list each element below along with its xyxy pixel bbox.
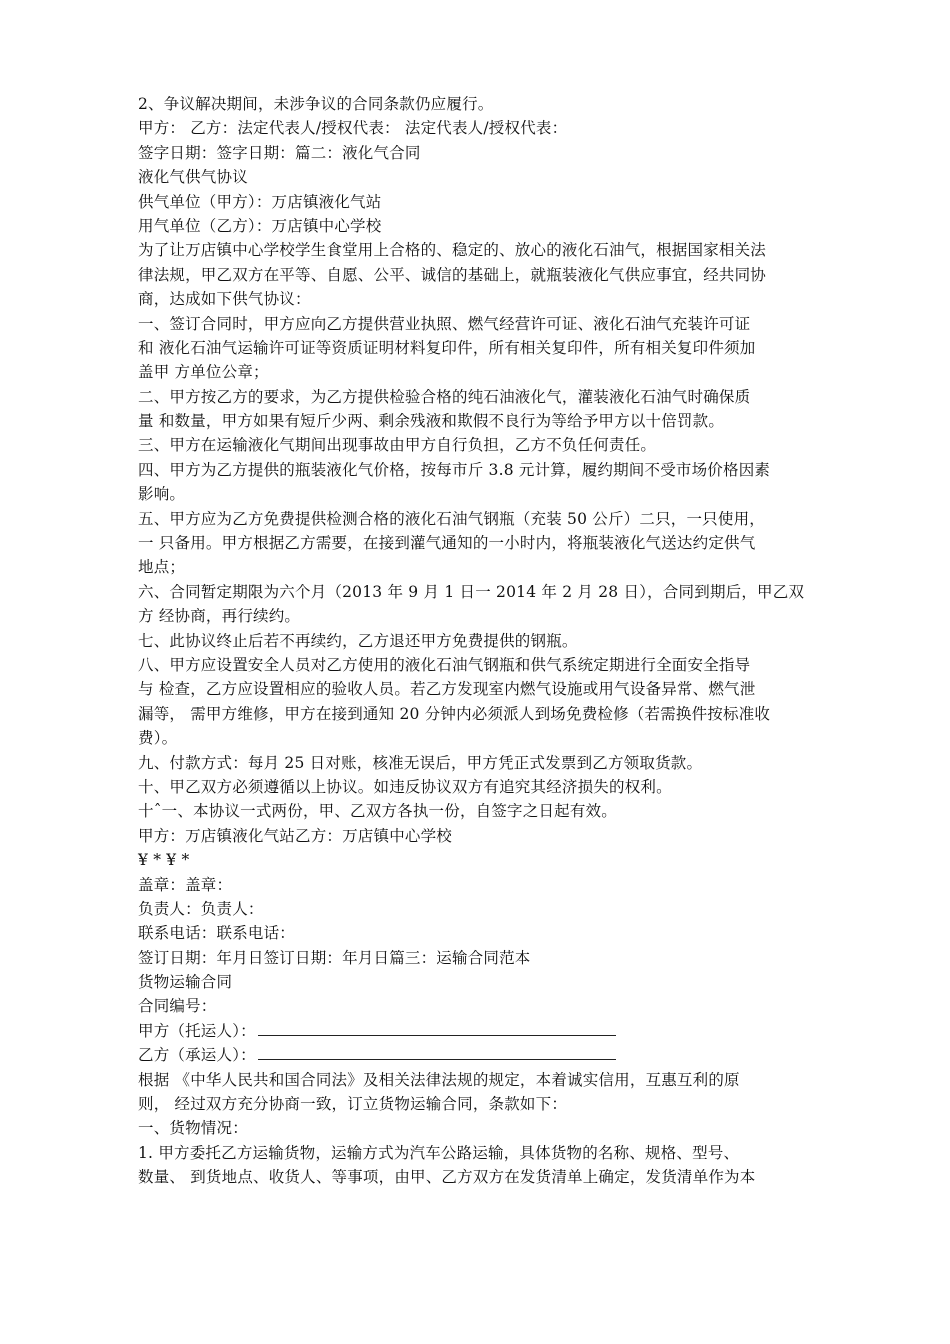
text-line: 盖甲 方单位公章；	[138, 363, 269, 382]
text-line: 与 检查，乙方应设置相应的验收人员。若乙方发现室内燃气设施或用气设备异常、燃气泄	[138, 680, 756, 699]
text-line: 签订日期：年月日签订日期：年月日篇三：运输合同范本	[138, 948, 531, 967]
party-a-label: 甲方（托运人）：	[138, 1021, 256, 1040]
text-line: 用气单位（乙方）：万店镇中心学校	[138, 216, 382, 235]
text-line: 量 和数量，甲方如果有短斤少两、剩余残液和欺假不良行为等给予甲方以十倍罚款。	[138, 412, 725, 431]
text-line: 供气单位（甲方）：万店镇液化气站	[138, 192, 382, 211]
text-line: 漏等， 需甲方维修，甲方在接到通知 20 分钟内必须派人到场免费检修（若需换件按标准收	[138, 704, 771, 723]
text-line: 十、甲乙双方必须遵循以上协议。如违反协议双方有追究其经济损失的权利。	[138, 777, 672, 796]
text-line: 根据 《中华人民共和国合同法》及相关法律法规的规定，本着诚实信用，互惠互利的原	[138, 1070, 740, 1089]
text-line: 方 经协商，再行续约。	[138, 607, 301, 626]
party-a-blank	[258, 1021, 616, 1036]
text-line: 二、甲方按乙方的要求，为乙方提供检验合格的纯石油液化气，灌装液化石油气时确保质	[138, 387, 751, 406]
text-line: 合同编号：	[138, 997, 217, 1016]
text-line: 律法规，甲乙双方在平等、自愿、公平、诚信的基础上，就瓶装液化气供应事宜，经共同协	[138, 265, 767, 284]
text-line: 费）。	[138, 729, 178, 748]
party-b-label: 乙方（承运人）：	[138, 1046, 256, 1065]
text-line: 货物运输合同	[138, 973, 233, 992]
party-a-line	[138, 1019, 818, 1043]
text-line: 五、甲方应为乙方免费提供检测合格的液化石油气钢瓶（充装 50 公斤）二只，一只使用，	[138, 509, 765, 528]
text-line: 影响。	[138, 485, 186, 504]
text-line: 2、争议解决期间，未涉争议的合同条款仍应履行。	[138, 95, 494, 113]
document-page	[138, 92, 818, 1190]
text-line: ¥ * ¥ *	[138, 851, 190, 870]
text-line: 三、甲方在运输液化气期间出现事故由甲方自行负担，乙方不负任何责任。	[138, 436, 657, 455]
text-line: 则， 经过双方充分协商一致，订立货物运输合同，条款如下：	[138, 1095, 568, 1114]
text-line: 数量、 到货地点、收货人、等事项，由甲、乙方双方在发货清单上确定，发货清单作为本	[138, 1168, 756, 1187]
text-line: 为了让万店镇中心学校学生食堂用上合格的、稳定的、放心的液化石油气，根据国家相关法	[138, 241, 767, 260]
text-line: 九、付款方式：每月 25 日对账，核准无误后，甲方凭正式发票到乙方领取货款。	[138, 753, 703, 772]
text-line: 液化气供气协议	[138, 168, 248, 187]
text-line: 和 液化石油气运输许可证等资质证明材料复印件，所有相关复印件，所有相关复印件须加	[138, 338, 756, 357]
text-line: 一、签订合同时，甲方应向乙方提供营业执照、燃气经营许可证、液化石油气充装许可证	[138, 314, 751, 333]
text-line: 四、甲方为乙方提供的瓶装液化气价格，按每市斤 3.8 元计算，履约期间不受市场价格因素	[138, 460, 771, 479]
text-line: 1. 甲方委托乙方运输货物，运输方式为汽车公路运输，具体货物的名称、规格、型号、	[138, 1143, 740, 1162]
document-body	[138, 92, 818, 1019]
document-body-continued	[138, 1068, 818, 1190]
text-line: 甲方： 乙方：法定代表人/授权代表： 法定代表人/授权代表：	[138, 119, 568, 138]
text-line: 负责人：负责人：	[138, 899, 264, 918]
party-b-line	[138, 1043, 818, 1067]
text-line: 地点；	[138, 558, 186, 577]
party-b-blank	[258, 1045, 616, 1060]
text-line: 联系电话：联系电话：	[138, 924, 296, 943]
text-line: 签字日期：签字日期：篇二：液化气合同	[138, 143, 421, 162]
text-line: 甲方：万店镇液化气站乙方：万店镇中心学校	[138, 826, 453, 845]
text-line: 一 只备用。甲方根据乙方需要，在接到灌气通知的一小时内，将瓶装液化气送达约定供气	[138, 534, 756, 553]
text-line: 商，达成如下供气协议：	[138, 290, 311, 309]
text-line: 七、此协议终止后若不再续约，乙方退还甲方免费提供的钢瓶。	[138, 631, 578, 650]
text-line: 八、甲方应设置安全人员对乙方使用的液化石油气钢瓶和供气系统定期进行全面安全指导	[138, 655, 751, 674]
text-line: 十ˆ一、本协议一式两份，甲、乙双方各执一份，自签字之日起有效。	[138, 802, 617, 821]
text-line: 一、货物情况：	[138, 1119, 248, 1138]
text-line: 六、合同暂定期限为六个月（2013 年 9 月 1 日一 2014 年 2 月 28 日），合同到期后，甲乙双	[138, 582, 805, 601]
text-line: 盖章：盖章：	[138, 875, 233, 894]
